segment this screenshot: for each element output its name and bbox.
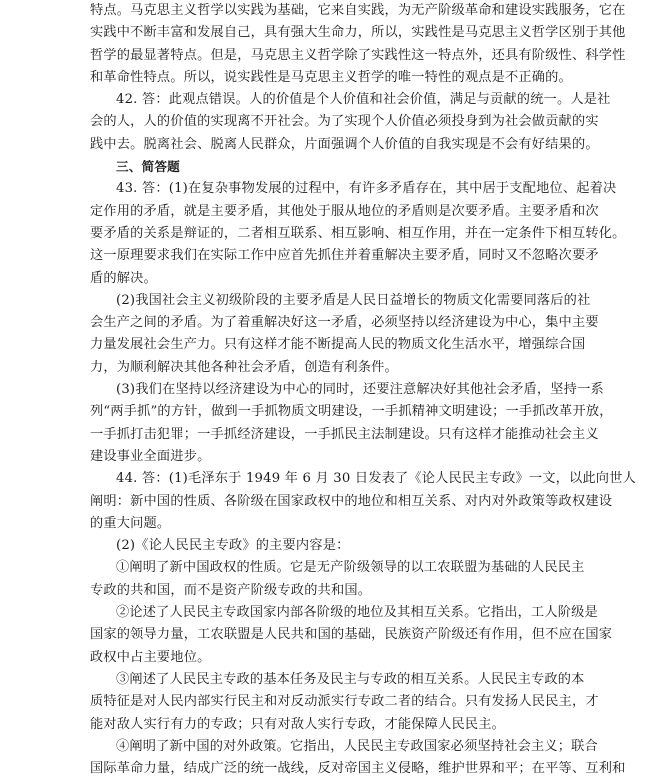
text-line: 列“两手抓”的方针，做到一手抓物质文明建设，一手抓精神文明建设；一手抓改革开放，	[90, 404, 613, 420]
text-line: 会的人，人的价值的实现离不开社会。为了实现个人价值必须投身到为社会做贡献的实	[90, 114, 599, 130]
text-line: 力，为顺利解决其他各种社会矛盾，创造有利条件。	[90, 359, 398, 375]
text-line: 定作用的矛盾，就是主要矛盾，其他处于服从地位的矛盾则是次要矛盾。主要矛盾和次	[90, 203, 599, 219]
text-line: (3)我们在坚持以经济建设为中心的同时，还要注意解决好其他社会矛盾，坚持一系	[116, 382, 604, 398]
document-body	[90, 0, 636, 780]
text-line: 42. 答：此观点错误。人的价值是个人价值和社会价值，满足与贡献的统一。人是社	[116, 92, 611, 108]
text-line: 建设事业全面进步。	[90, 448, 211, 464]
text-line: 的重大问题。	[90, 515, 171, 531]
text-line: 质特征是对人民内部实行民主和对反动派实行专政二者的结合。只有发扬人民民主，才	[90, 694, 599, 710]
text-line: 会生产之间的矛盾。为了着重解决好这一矛盾，必须坚持以经济建设为中心，集中主要	[90, 315, 599, 331]
text-line: 要矛盾的关系是辩证的，二者相互联系、相互影响、相互作用，并在一定条件下相互转化。	[90, 225, 626, 241]
text-line: 能对敌人实行有力的专政；只有对敌人实行专政，才能保障人民民主。	[90, 716, 506, 732]
text-line: 44. 答：(1)毛泽东于 1949 年 6 月 30 日发表了《论人民民主专政》一文，以此向世人	[116, 471, 636, 487]
text-line: 政权中占主要地位。	[90, 649, 211, 665]
text-line: 实践中不断丰富和发展自己，具有强大生命力，所以，实践性是马克思主义哲学区别于其他	[90, 25, 626, 41]
text-line: 哲学的最显著特点。但是，马克思主义哲学除了实践性这一特点外，还具有阶级性、科学性	[90, 47, 626, 63]
text-line: (2)《论人民民主专政》的主要内容是：	[116, 538, 350, 554]
text-line: 力量发展社会生产力。只有这样才能不断提高人民的物质文化生活水平，增强综合国	[90, 337, 586, 353]
text-line: ④阐明了新中国的对外政策。它指出，人民民主专政国家必须坚持社会主义；联合	[116, 738, 598, 754]
text-line: 阐明：新中国的性质、各阶级在国家政权中的地位和相互关系、对内对外政策等政权建设	[90, 493, 613, 509]
text-line: 盾的解决。	[90, 270, 157, 286]
text-line: (2)我国社会主义初级阶段的主要矛盾是人民日益增长的物质文化需要同落后的社	[116, 292, 591, 308]
text-line: ③阐述了人民民主专政的基本任务及民主与专政的相互关系。人民民主专政的本	[116, 671, 585, 687]
section-heading: 三、简答题	[116, 159, 180, 175]
text-line: 一手抓打击犯罪；一手抓经济建设，一手抓民主法制建设。只有这样才能推动社会主义	[90, 426, 599, 442]
text-line: 这一原理要求我们在实际工作中应首先抓住并着重解决主要矛盾，同时又不忽略次要矛	[90, 248, 599, 264]
text-line: 43. 答：(1)在复杂事物发展的过程中，有许多矛盾存在，其中居于支配地位、起着决	[116, 181, 617, 197]
text-line: 国际革命力量，结成广泛的统一战线，反对帝国主义侵略，维护世界和平；在平等、互利和	[90, 761, 626, 777]
text-line: 践中去。脱离社会、脱离人民群众，片面强调个人价值的自我实现是不会有好结果的。	[90, 136, 599, 152]
text-line: 国家的领导力量，工农联盟是人民共和国的基础，民族资产阶级还有作用，但不应在国家	[90, 627, 613, 643]
text-line: ②论述了人民民主专政国家内部各阶级的地位及其相互关系。它指出，工人阶级是	[116, 605, 598, 621]
text-line: 专政的共和国，而不是资产阶级专政的共和国。	[90, 582, 372, 598]
text-line: 和革命性特点。所以，说实践性是马克思主义哲学的唯一特性的观点是不正确的。	[90, 69, 572, 85]
text-line: ①阐明了新中国政权的性质。它是无产阶级领导的以工农联盟为基础的人民民主	[116, 560, 585, 576]
text-line: 特点。马克思主义哲学以实践为基础，它来自实践，为无产阶级革命和建设实践服务，它在	[90, 3, 626, 18]
